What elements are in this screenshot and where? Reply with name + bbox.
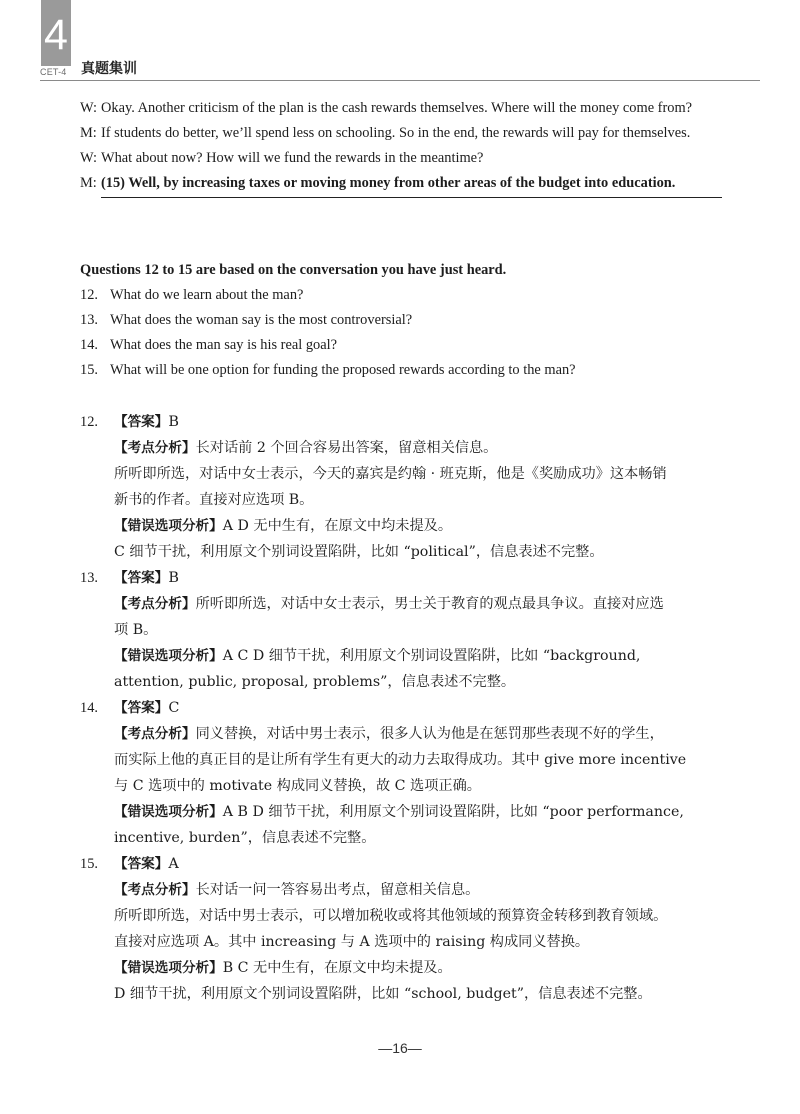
analysis-text: 同义替换，对话中男士表示，很多人认为他是在惩罚那些表现不好的学生， xyxy=(195,726,664,742)
answer-number: 13. xyxy=(80,570,98,586)
wrong-options-text: A B D 细节干扰，利用原文个别词设置陷阱，比如 “poor performance, xyxy=(222,804,684,820)
answer-explanations xyxy=(80,409,722,1007)
question-text: What do we learn about the man? xyxy=(110,287,304,303)
dialogue-text: What about now? How will we fund the rewards in the meantime? xyxy=(101,150,484,166)
answer-choice: A xyxy=(168,856,179,872)
question-number: 12. xyxy=(80,287,98,303)
answer-choice: C xyxy=(168,700,180,716)
header-divider xyxy=(40,80,760,81)
speaker-label: W: xyxy=(80,150,98,166)
analysis-tag: 【考点分析】 xyxy=(114,882,196,898)
analysis-text: 而实际上他的真正目的是让所有学生有更大的动力去取得成功。其中 give more incentive xyxy=(114,752,687,768)
wrong-options-text: C 细节干扰，利用原文个别词设置陷阱，比如 “political”，信息表述不完整。 xyxy=(114,544,604,560)
analysis-text: 所听即所选，对话中女士表示，男士关于教育的观点最具争议。直接对应选 xyxy=(195,596,664,612)
wrong-options-tag: 【错误选项分析】 xyxy=(114,518,223,534)
question-text: What does the man say is his real goal? xyxy=(110,337,337,353)
analysis-tag: 【考点分析】 xyxy=(114,596,196,612)
dialogue-text: Okay. Another criticism of the plan is the cash rewards themselves. Where will the money come from? xyxy=(101,100,693,116)
exam-series-label: CET-4 xyxy=(40,67,67,77)
speaker-label: W: xyxy=(80,100,98,116)
wrong-options-text: A D 无中生有，在原文中均未提及。 xyxy=(222,518,453,534)
question-number: 13. xyxy=(80,312,98,328)
speaker-label: M: xyxy=(80,125,97,141)
answer-choice: B xyxy=(168,570,179,586)
analysis-text: 与 C 选项中的 motivate 构成同义替换，故 C 选项正确。 xyxy=(114,778,481,794)
answer-tag: 【答案】 xyxy=(114,856,169,872)
answer-tag: 【答案】 xyxy=(114,700,169,716)
dialogue-line xyxy=(80,121,722,146)
question-item xyxy=(80,333,722,358)
answer-tag: 【答案】 xyxy=(114,414,169,430)
question-number: 15. xyxy=(80,362,98,378)
dialogue-line-key-answer xyxy=(80,171,722,198)
wrong-options-text: D 细节干扰，利用原文个别词设置陷阱，比如 “school, budget”，信息表述不完整。 xyxy=(114,986,652,1002)
question-text: What will be one option for funding the proposed rewards according to the man? xyxy=(110,362,576,378)
question-list xyxy=(80,258,722,383)
wrong-options-tag: 【错误选项分析】 xyxy=(114,960,223,976)
answer-item-13 xyxy=(80,565,722,695)
chapter-number: 4 xyxy=(44,11,68,59)
analysis-text: 新书的作者。直接对应选项 B。 xyxy=(114,492,314,508)
questions-heading: Questions 12 to 15 are based on the conversation you have just heard. xyxy=(80,262,507,278)
wrong-options-tag: 【错误选项分析】 xyxy=(114,804,223,820)
wrong-options-tag: 【错误选项分析】 xyxy=(114,648,223,664)
speaker-label: M: xyxy=(80,175,97,191)
answer-item-15 xyxy=(80,851,722,1007)
analysis-text: 项 B。 xyxy=(114,622,158,638)
wrong-options-text: B C 无中生有，在原文中均未提及。 xyxy=(222,960,452,976)
dialogue-text-underlined: (15) Well, by increasing taxes or moving money from other areas of the budget into education. xyxy=(101,171,722,198)
question-item xyxy=(80,308,722,333)
answer-number: 15. xyxy=(80,856,98,872)
question-number: 14. xyxy=(80,337,98,353)
answer-number: 12. xyxy=(80,414,98,430)
answer-tag: 【答案】 xyxy=(114,570,169,586)
question-item xyxy=(80,283,722,308)
analysis-text: 长对话一问一答容易出考点，留意相关信息。 xyxy=(195,882,480,898)
answer-number: 14. xyxy=(80,700,98,716)
analysis-tag: 【考点分析】 xyxy=(114,440,196,456)
dialogue-transcript xyxy=(80,96,722,198)
question-item xyxy=(80,358,722,383)
section-title: 真题集训 xyxy=(81,61,137,77)
analysis-text: 所听即所选，对话中女士表示，今天的嘉宾是约翰 · 班克斯，他是《奖励成功》这本畅销 xyxy=(114,466,667,482)
dialogue-line xyxy=(80,146,722,171)
answer-choice: B xyxy=(168,414,179,430)
wrong-options-text: A C D 细节干扰，利用原文个别词设置陷阱，比如 “background, xyxy=(222,648,641,664)
question-text: What does the woman say is the most controversial? xyxy=(110,312,413,328)
dialogue-text: If students do better, we’ll spend less on schooling. So in the end, the rewards will pay for themselves. xyxy=(101,125,691,141)
analysis-text: 直接对应选项 A。其中 increasing 与 A 选项中的 raising 构成同义替换。 xyxy=(114,934,590,950)
dialogue-line xyxy=(80,96,722,121)
wrong-options-text: attention, public, proposal, problems”，信息表述不完整。 xyxy=(114,674,516,690)
wrong-options-text: incentive, burden”，信息表述不完整。 xyxy=(114,830,376,846)
analysis-tag: 【考点分析】 xyxy=(114,726,196,742)
analysis-text: 长对话前 2 个回合容易出答案，留意相关信息。 xyxy=(195,440,498,456)
answer-item-14 xyxy=(80,695,722,851)
analysis-text: 所听即所选，对话中男士表示，可以增加税收或将其他领域的预算资金转移到教育领域。 xyxy=(114,908,668,924)
page-number: —16— xyxy=(378,1040,422,1056)
answer-item-12 xyxy=(80,409,722,565)
